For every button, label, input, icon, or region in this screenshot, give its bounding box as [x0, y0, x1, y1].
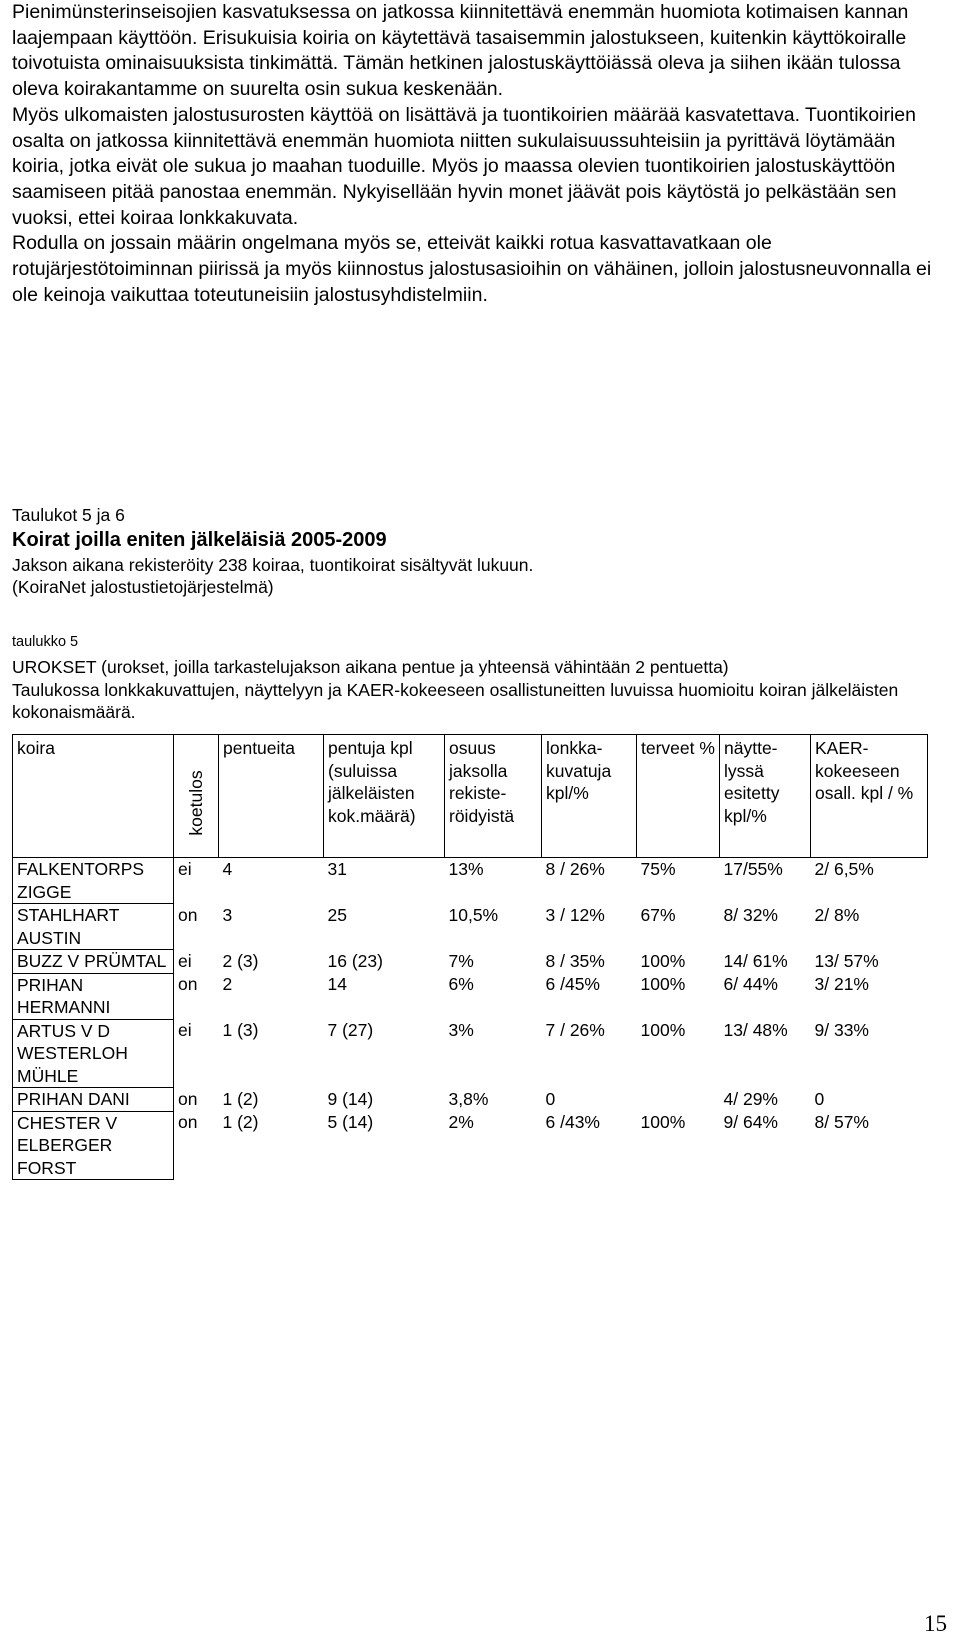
cell-name: STAHLHART AUSTIN: [13, 904, 174, 950]
cell-name: PRIHAN DANI: [13, 1088, 174, 1112]
header-koetulos: [174, 735, 219, 858]
cell-terveet: 100%: [640, 974, 686, 994]
section-line-2: (KoiraNet jalostustietojärjestelmä): [12, 577, 274, 597]
table-row: [13, 1019, 928, 1088]
cell-kaer: 13/ 57%: [814, 950, 879, 971]
cell-kaer: 0: [814, 1088, 825, 1109]
cell-lonkka: 8 / 26%: [545, 859, 605, 879]
cell-kaer: 2/ 8%: [814, 904, 860, 925]
cell-osuus: 13%: [448, 859, 484, 879]
cell-terveet: [637, 1088, 720, 1112]
cell-lonkka: 8 / 35%: [545, 950, 605, 971]
cell-pentueita: 2: [222, 974, 233, 994]
cell-nayttely: 6/ 44%: [723, 974, 778, 994]
cell-koe: on: [178, 904, 198, 925]
cell-pentueita: 1 (3): [222, 1020, 259, 1040]
cell-pentuja: 9 (14): [327, 1088, 374, 1109]
cell-koe: on: [178, 1112, 198, 1132]
cell-lonkka: 6 /45%: [545, 974, 600, 994]
page-number: 15: [924, 1611, 947, 1636]
cell-koe: on: [178, 974, 198, 994]
section-heading: [12, 504, 947, 598]
cell-lonkka: 0: [545, 1088, 556, 1109]
cell-osuus: 2%: [448, 1112, 474, 1132]
cell-terveet: 100%: [640, 1112, 686, 1132]
cell-lonkka: 7 / 26%: [545, 1020, 605, 1040]
cell-pentueita: 1 (2): [222, 1112, 259, 1132]
header-lonkka: lonkka-kuvatuja kpl/%: [542, 735, 637, 858]
cell-lonkka: 3 / 12%: [545, 904, 605, 925]
header-kaer: KAER-kokeeseen osall. kpl / %: [811, 735, 928, 858]
cell-pentueita: 3: [222, 904, 233, 925]
cell-kaer: 9/ 33%: [814, 1020, 869, 1040]
header-terveet: terveet %: [637, 735, 720, 858]
table-header-row: [13, 735, 928, 858]
header-nayttely: näytte-lyssä esitetty kpl/%: [720, 735, 811, 858]
cell-nayttely: 13/ 48%: [723, 1020, 788, 1040]
cell-name: ARTUS V D WESTERLOH MÜHLE: [13, 1019, 174, 1088]
cell-terveet: 75%: [640, 859, 676, 879]
cell-lonkka: 6 /43%: [545, 1112, 600, 1132]
paragraph-2: Myös ulkomaisten jalostusurosten käyttöä on lisättävä ja tuontikoirien määrää kasvatettava. Tuontikoirien osalta on jatkossa kiinnitettävä enemmän huomiota niitten sukulaisuussuhteisiin ja pyrittävä löytämään koiria, jotka eivät ole sukua jo maahan tuoduille. Myös jo maassa olevien tuontikoirien jalostuskäyttöön saamiseen pitää panostaa enemmän. Nykyisellään hyvin monet jäävät pois käytöstä jo pelkästään sen vuoksi, ettei koiraa lonkkakuvata.: [12, 103, 916, 229]
table-row: [13, 973, 928, 1019]
cell-kaer: 2/ 6,5%: [814, 859, 874, 879]
cell-kaer: 8/ 57%: [814, 1112, 869, 1132]
cell-nayttely: 17/55%: [723, 859, 783, 879]
cell-kaer: 3/ 21%: [814, 974, 869, 994]
cell-pentuja: 14: [327, 974, 347, 994]
cell-osuus: 3,8%: [448, 1088, 489, 1109]
cell-terveet: 100%: [640, 950, 686, 971]
cell-pentuja: 5 (14): [327, 1112, 374, 1132]
males-table: [12, 734, 928, 1180]
cell-pentuja: 16 (23): [327, 950, 383, 971]
header-osuus: osuus jaksolla rekiste-röidyistä: [445, 735, 542, 858]
cell-pentuja: 7 (27): [327, 1020, 374, 1040]
cell-nayttely: 9/ 64%: [723, 1112, 778, 1132]
cell-terveet: 100%: [640, 1020, 686, 1040]
cell-osuus: 6%: [448, 974, 474, 994]
cell-pentueita: 2 (3): [222, 950, 259, 971]
cell-nayttely: 14/ 61%: [723, 950, 788, 971]
cell-nayttely: 4/ 29%: [723, 1088, 778, 1109]
cell-koe: ei: [178, 859, 192, 879]
cell-pentueita: 4: [222, 859, 233, 879]
header-koira: koira: [13, 735, 174, 858]
section-line-1: Jakson aikana rekisteröity 238 koiraa, tuontikoirat sisältyvät lukuun.: [12, 555, 534, 575]
table-row: [13, 950, 928, 974]
header-pentuja: pentuja kpl (suluissa jälkeläisten kok.määrä): [324, 735, 445, 858]
table-description-2: Taulukossa lonkkakuvattujen, näyttelyyn ja KAER-kokeeseen osallistuneitten luvuissa huomioitu koiran jälkeläisten kokonaismäärä.: [12, 679, 899, 722]
cell-nayttely: 8/ 32%: [723, 904, 778, 925]
table-description: [12, 656, 947, 724]
cell-osuus: 3%: [448, 1020, 474, 1040]
cell-name: BUZZ V PRÜMTAL: [13, 950, 174, 974]
paragraph-1: Pienimünsterinseisojien kasvatuksessa on jatkossa kiinnitettävä enemmän huomiota kotimaisen kannan laajempaan käyttöön. Erisukuisia koiria on käytettävä tasaisemmin jalostukseen, kuitenkin käyttökoiralle toivotuista ominaisuuksista tinkimättä. Tämän hetkinen jalostuskäyttöiässä oleva ja siihen ikään tulossa oleva koirakantamme on suurelta osin sukua keskenään.: [12, 1, 909, 101]
paragraph-3: Rodulla on jossain määrin ongelmana myös se, etteivät kaikki rotua kasvattavatkaan ole rotujärjestötoiminnan piirissä ja myös kiinnostus jalostusasioihin on vähäinen, jolloin jalostusneuvonnalla ei ole keinoja vaikuttaa toteutuneisiin jalostusyhdistelmiin.: [12, 232, 932, 306]
header-pentueita: pentueita: [219, 735, 324, 858]
header-koetulos-label: koetulos: [185, 770, 206, 836]
cell-pentuja: 31: [327, 859, 347, 879]
cell-osuus: 7%: [448, 950, 474, 971]
table-row: [13, 1111, 928, 1180]
table-row: [13, 904, 928, 950]
body-text: [12, 0, 947, 308]
cell-koe: ei: [178, 1020, 192, 1040]
section-label: Taulukot 5 ja 6: [12, 505, 125, 525]
table-row: [13, 858, 928, 904]
table-body: [13, 858, 928, 1180]
table-description-1: UROKSET (urokset, joilla tarkastelujakson aikana pentue ja yhteensä vähintään 2 pentuetta): [12, 657, 729, 677]
cell-terveet: 67%: [640, 904, 676, 925]
cell-pentueita: 1 (2): [222, 1088, 259, 1109]
cell-koe: on: [178, 1088, 198, 1109]
cell-name: CHESTER V ELBERGER FORST: [13, 1111, 174, 1180]
table-label: taulukko 5: [12, 634, 79, 650]
cell-osuus: 10,5%: [448, 904, 499, 925]
section-title: Koirat joilla eniten jälkeläisiä 2005-2009: [12, 529, 387, 551]
cell-pentuja: 25: [327, 904, 347, 925]
cell-name: PRIHAN HERMANNI: [13, 973, 174, 1019]
cell-koe: ei: [178, 950, 192, 971]
table-row: [13, 1088, 928, 1112]
cell-name: FALKENTORPS ZIGGE: [13, 858, 174, 904]
